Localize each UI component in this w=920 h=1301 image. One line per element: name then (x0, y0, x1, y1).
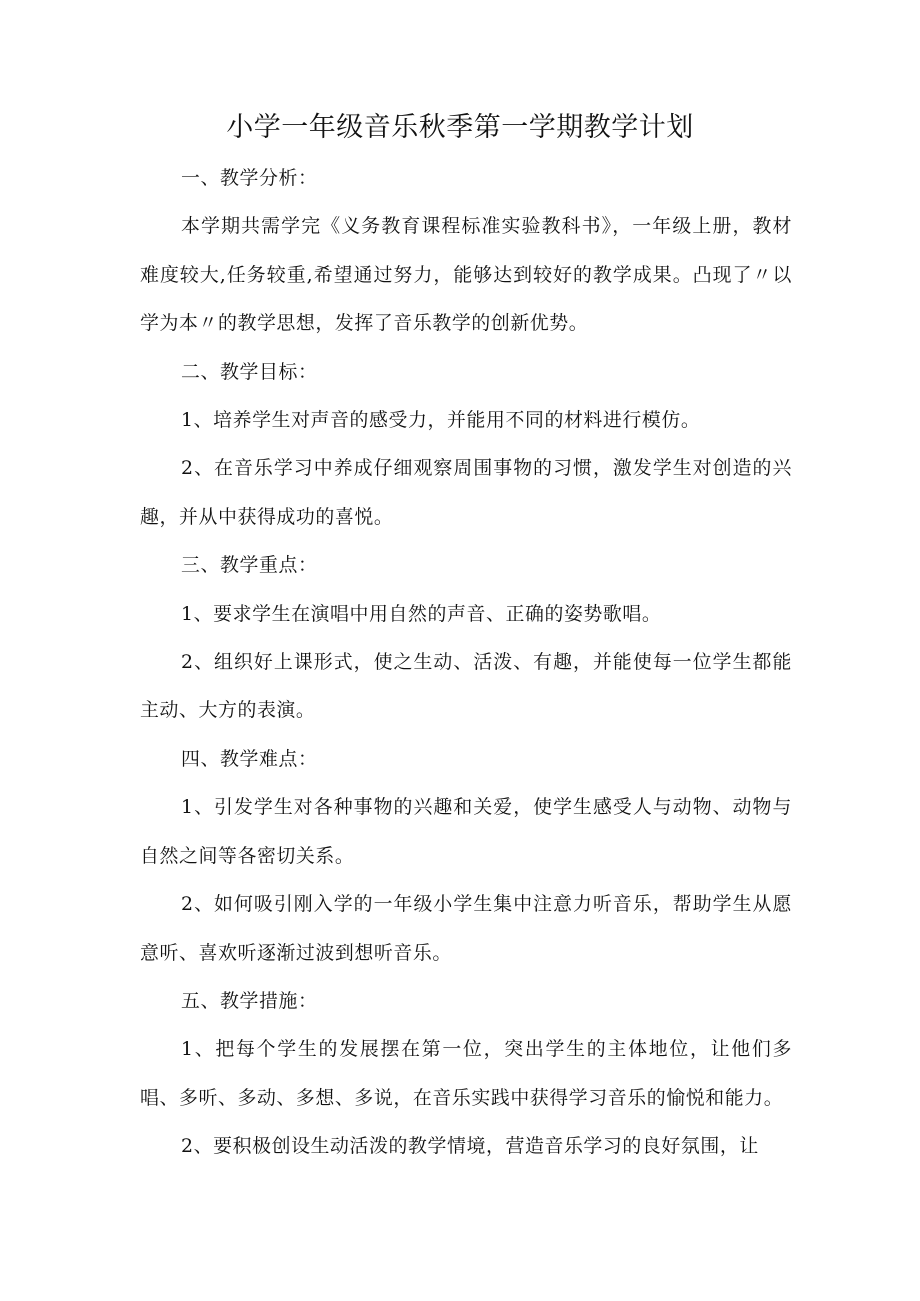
paragraph-analysis: 本学期共需学完《义务教育课程标准实验教科书》，一年级上册，教材难度较大,任务较重,希望通过努力，能够达到较好的教学成果。凸现了〃以学为本〃的教学思想，发挥了音乐教学的创新优势。 (140, 215, 792, 335)
paragraph-key-point-2: 2、组织好上课形式，使之生动、活泼、有趣，并能使每一位学生都能主动、大方的表演。 (140, 651, 792, 722)
paragraph-goal-2: 2、在音乐学习中养成仔细观察周围事物的习惯，激发学生对创造的兴趣，并从中获得成功的喜悦。 (140, 457, 792, 528)
paragraph-measure-2: 2、要积极创设生动活泼的教学情境，营造音乐学习的良好氛围，让 (181, 1135, 759, 1158)
section-heading-difficulties: 四、教学难点： (181, 747, 318, 770)
paragraph-key-point-1: 1、要求学生在演唱中用自然的声音、正确的姿势歌唱。 (181, 602, 662, 625)
document-title: 小学一年级音乐秋季第一学期教学计划 (226, 112, 694, 143)
section-heading-key-points: 三、教学重点： (181, 554, 318, 577)
document-body (140, 154, 792, 1171)
paragraph-difficulty-2: 2、如何吸引刚入学的一年级小学生集中注意力听音乐，帮助学生从愿意听、喜欢听逐渐过波到想听音乐。 (140, 893, 792, 964)
section-heading-measures: 五、教学措施： (181, 989, 318, 1012)
section-heading-analysis: 一、教学分析： (181, 167, 318, 189)
paragraph-measure-1: 1、把每个学生的发展摆在第一位，突出学生的主体地位，让他们多唱、多听、多动、多想、多说，在音乐实践中获得学习音乐的愉悦和能力。 (140, 1038, 792, 1109)
section-heading-goals: 二、教学目标： (181, 360, 318, 383)
paragraph-goal-1: 1、培养学生对声音的感受力，并能用不同的材料进行模仿。 (181, 409, 701, 432)
paragraph-difficulty-1: 1、引发学生对各种事物的兴趣和关爱，使学生感受人与动物、动物与自然之间等各密切关系。 (140, 796, 792, 867)
